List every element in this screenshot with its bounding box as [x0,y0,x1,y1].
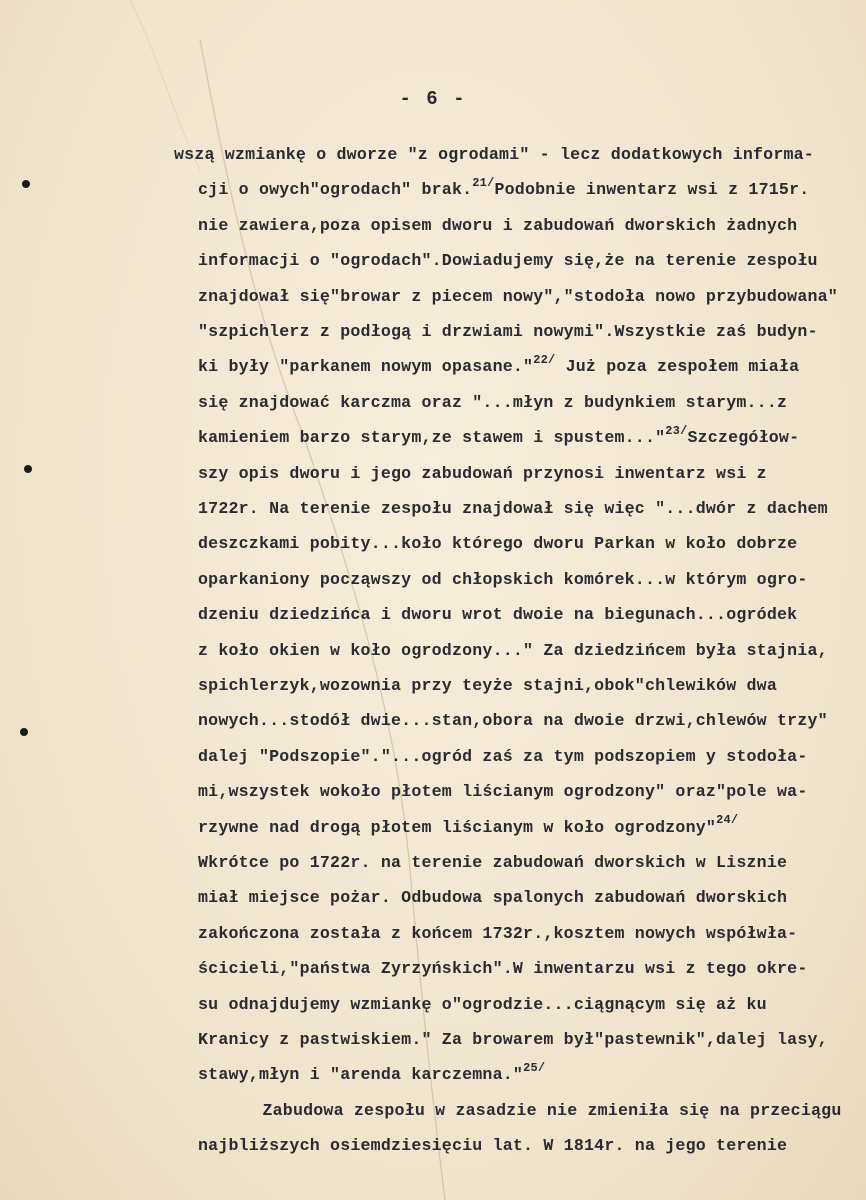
text-line-main: ki były "parkanem nowym opasane." [198,357,534,377]
text-line-continuation: Już poza zespołem miała [555,357,800,377]
text-line-main: oparkaniony począwszy od chłopskich komórek...w którym ogro- [198,569,808,589]
text-line-main: ścicieli,"państwa Zyrzyńskich".W inwentarzu wsi z tego okre- [198,959,808,979]
text-line-main: spichlerzyk,wozownia przy teyże stajni,obok"chlewików dwa [198,676,777,695]
text-line-main: 1722r. Na terenie zespołu znajdował się więc "...dwór z dachem [198,499,828,518]
text-line [198,175,810,200]
text-line [198,393,787,412]
text-line [198,888,787,907]
text-line [198,959,807,978]
text-line [174,145,814,164]
text-line [198,287,838,306]
text-line [198,570,807,589]
footnote-ref: 25/ [523,1060,546,1075]
text-line [198,782,807,801]
text-line [198,1030,828,1049]
text-line-main: miał miejsce pożar. Odbudowa spalonych zabudowań dworskich [198,888,788,908]
text-line [198,423,800,448]
text-line-main: nowych...stodół dwie...stan,obora na dwoie drzwi,chlewów trzy" [198,711,828,731]
text-line-main: mi,wszystek wokoło płotem liścianym ogrodzony" oraz"pole wa- [198,782,808,802]
text-line-main: dzeniu dziedzińca i dworu wrot dwoie na biegunach...ogródek [198,605,798,625]
text-line [198,499,828,518]
footnote-ref: 23/ [665,423,688,438]
text-line-main: su odnajdujemy wzmiankę o"ogrodzie...ciągnącym się aż ku [198,994,767,1014]
punch-hole-bottom [20,728,28,736]
text-line-main: Zabudowa zespołu w zasadzie nie zmieniła się na przeciągu [232,1100,842,1120]
text-line [198,641,828,660]
text-line [198,924,797,943]
text-line-continuation: Szczegółow- [687,428,800,448]
footnote-ref: 22/ [533,352,556,367]
text-line [198,1136,787,1155]
text-line-main: nie zawiera,poza opisem dworu i zabudowań dworskich żadnych [198,215,798,235]
text-line [198,1060,546,1085]
punch-hole-top [22,180,30,188]
text-line-main: się znajdować karczma oraz "...młyn z budynkiem starym...z [198,392,788,412]
footnote-ref: 24/ [716,813,739,828]
text-line-main: stawy,młyn i "arenda karczemna." [198,1065,524,1085]
text-line [198,322,818,341]
text-line [232,1101,841,1120]
text-line [198,813,739,837]
text-line-main: Wkrótce po 1722r. na terenie zabudowań dworskich w Lisznie [198,853,788,872]
text-line [198,352,800,377]
text-line-main: kamieniem barzo starym,ze stawem i spustem..." [198,428,666,448]
text-line-main: szy opis dworu i jego zabudowań przynosi inwentarz wsi z [198,463,767,483]
text-line [198,534,797,553]
text-line-main: zakończona została z końcem 1732r.,kosztem nowych współwła- [198,923,798,943]
text-line-main: znajdował się"browar z piecem nowy","stodoła nowo przybudowana" [198,286,838,306]
text-line [198,995,767,1014]
text-line [198,711,828,730]
text-line [198,251,818,270]
text-line-main: z koło okien w koło ogrodzony..." Za dziedzińcem była stajnia, [198,640,828,660]
punch-hole-middle [24,465,32,473]
text-line-main: "szpichlerz z podłogą i drzwiami nowymi".Wszystkie zaś budyn- [198,322,818,341]
text-line-main: cji o owych"ogrodach" brak. [198,180,473,200]
text-line [198,216,797,235]
page-number: - 6 - [399,88,467,110]
text-line [198,464,767,483]
text-line [198,853,787,872]
text-line-main: informacji o "ogrodach".Dowiadujemy się,że na terenie zespołu [198,251,818,271]
text-line-main: najbliższych osiemdziesięciu lat. W 1814r. na jego terenie [198,1136,788,1156]
text-line [198,676,777,695]
text-line-main: wszą wzmiankę o dworze "z ogrodami" - lecz dodatkowych informa- [174,145,814,164]
text-line-main: deszczkami pobity...koło którego dworu Parkan w koło dobrze [198,534,798,554]
text-line-continuation: Podobnie inwentarz wsi z 1715r. [494,180,810,200]
text-line [198,605,797,624]
footnote-ref: 21/ [472,175,495,190]
text-line-main: Kranicy z pastwiskiem." Za browarem był"pastewnik",dalej lasy, [198,1030,828,1049]
text-line-main: dalej "Podszopie"."...ogród zaś za tym podszopiem y stodoła- [198,746,808,766]
text-line [198,747,807,766]
text-line-main: rzywne nad drogą płotem liścianym w koło ogrodzony" [198,817,717,837]
